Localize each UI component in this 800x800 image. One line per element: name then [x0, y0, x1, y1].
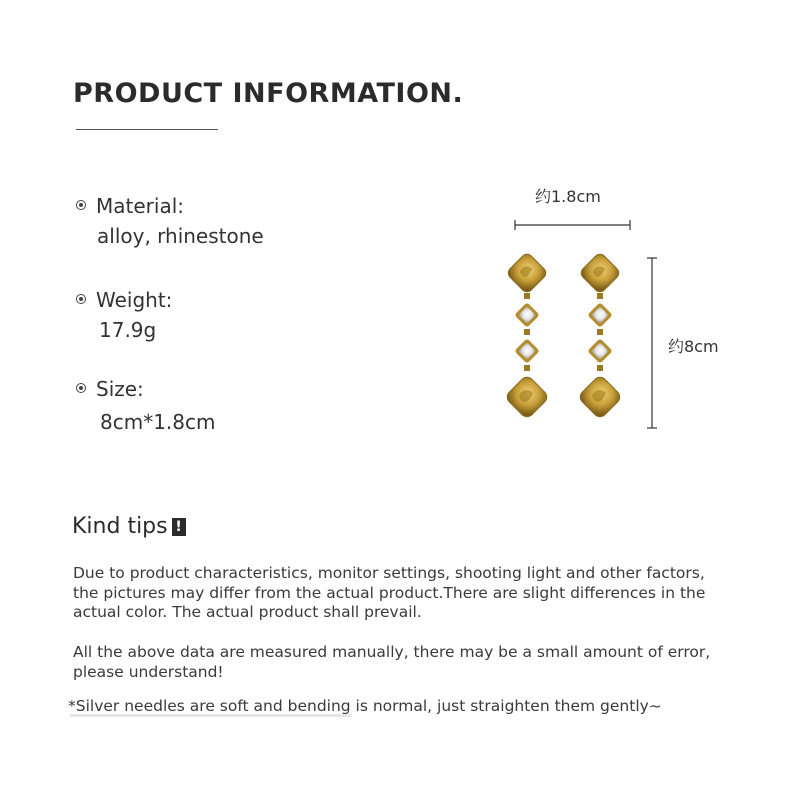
- right-earring: [577, 252, 622, 420]
- exclamation-icon: !: [172, 518, 186, 536]
- spec-label: Weight:: [96, 288, 173, 312]
- spec-value: 17.9g: [99, 318, 157, 342]
- page-title: PRODUCT INFORMATION.: [73, 78, 464, 109]
- measurement-paragraph: All the above data are measured manually, there may be a small amount of error, please understand!: [73, 643, 711, 681]
- spec-label: Material:: [96, 194, 184, 218]
- spec-value: 8cm*1.8cm: [100, 410, 216, 434]
- bullet-icon: [76, 200, 86, 210]
- spec-label: Size:: [96, 377, 144, 401]
- title-divider: [76, 129, 218, 130]
- bullet-icon: [76, 383, 86, 393]
- spec-value: alloy, rhinestone: [97, 224, 264, 248]
- disclaimer-paragraph: Due to product characteristics, monitor settings, shooting light and other factors, the pictures may differ from the actual product.There are slight differences in the actual color. The actual product shall prevail.: [73, 564, 706, 621]
- kind-tips-heading: [72, 514, 186, 539]
- bullet-icon: [76, 294, 86, 304]
- width-dimension-line: [515, 220, 630, 230]
- width-dimension-label: 约1.8cm: [535, 187, 601, 206]
- height-dimension-line: [647, 258, 657, 428]
- earrings-product-image: [490, 215, 670, 440]
- left-earring: [504, 252, 549, 420]
- silver-needle-note: *Silver needles are soft and bending is normal, just straighten them gently~: [68, 697, 662, 715]
- height-dimension-label: 约8cm: [668, 337, 719, 356]
- kind-tips-title: Kind tips: [72, 514, 168, 539]
